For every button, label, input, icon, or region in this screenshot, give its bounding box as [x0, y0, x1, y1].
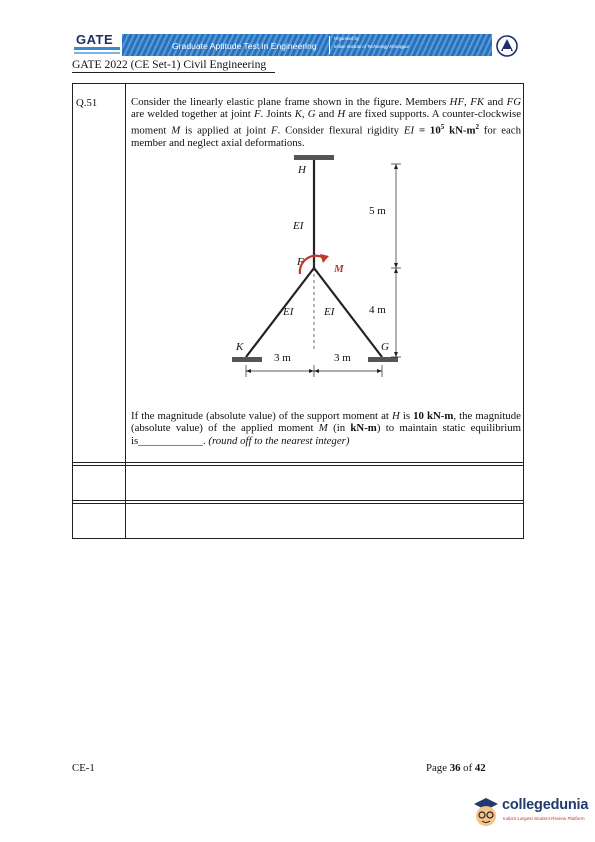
banner-divider — [329, 36, 330, 54]
support-k — [232, 357, 262, 362]
label-f: F — [297, 256, 304, 268]
support-g — [368, 357, 398, 362]
table-top-border — [72, 83, 524, 84]
table-row-divider-2 — [72, 500, 524, 501]
gate-logo — [74, 32, 120, 58]
table-left-border — [72, 83, 73, 539]
table-row-divider-1b — [72, 465, 524, 466]
support-h — [294, 155, 334, 160]
table-col-divider — [125, 83, 126, 539]
banner-title: Graduate Aptitude Test in Engineering — [172, 41, 317, 51]
collegedunia-tagline: India's Largest Student Review Platform — [503, 816, 585, 821]
label-dim-3m-left: 3 m — [274, 352, 291, 364]
question-text: Consider the linearly elastic plane frame shown in the figure. Members HF, FK and FG are welded together at joint F. Joints K, G and H are fixed supports. A counter-clockwise moment M is applied at joint F. Consider flexural rigidity EI = $10^5$ $kN-m^2$ for each member and neglect axial deformations. — [131, 96, 521, 149]
table-row-divider-1 — [72, 462, 524, 463]
label-k: K — [236, 341, 244, 353]
label-dim-5m: 5 m — [369, 205, 386, 217]
footer-paper-code: CE-1 — [72, 762, 95, 774]
table-right-border — [523, 83, 524, 539]
label-dim-3m-right: 3 m — [334, 352, 351, 364]
answer-blank: ____________ — [138, 434, 203, 447]
frame-figure — [228, 150, 418, 390]
collegedunia-mascot-icon — [472, 796, 500, 828]
label-ei-right: EI — [324, 306, 335, 318]
organizer-line-2: Indian Institute of Technology Kharagpur — [334, 44, 410, 49]
label-m: M — [334, 263, 344, 275]
label-ei-left: EI — [283, 306, 294, 318]
iit-emblem-icon — [494, 34, 520, 58]
moment-arrowhead — [320, 254, 329, 263]
exam-title: GATE 2022 (CE Set-1) Civil Engineering — [72, 58, 267, 71]
collegedunia-name: collegedunia — [502, 797, 589, 813]
label-h: H — [298, 164, 306, 176]
question-followup: If the magnitude (absolute value) of the support moment at H is 10 kN-m, the magnitude (absolute value) of the applied moment M (in kN-m) to maintain static equilibrium is____________. (round off to the nearest integer) — [131, 410, 521, 447]
label-g: G — [381, 341, 389, 353]
member-fk — [246, 268, 314, 357]
label-dim-4m: 4 m — [369, 304, 386, 316]
label-ei-top: EI — [293, 220, 304, 232]
gate-logo-text: GATE — [76, 32, 114, 47]
question-number: Q.51 — [76, 97, 98, 109]
table-row-divider-2b — [72, 503, 524, 504]
organizer-line-1: Organised by — [334, 36, 359, 41]
title-underline — [72, 72, 275, 73]
footer-page-number: Page 36 of 42 — [426, 762, 486, 774]
table-bottom-border — [72, 538, 524, 539]
